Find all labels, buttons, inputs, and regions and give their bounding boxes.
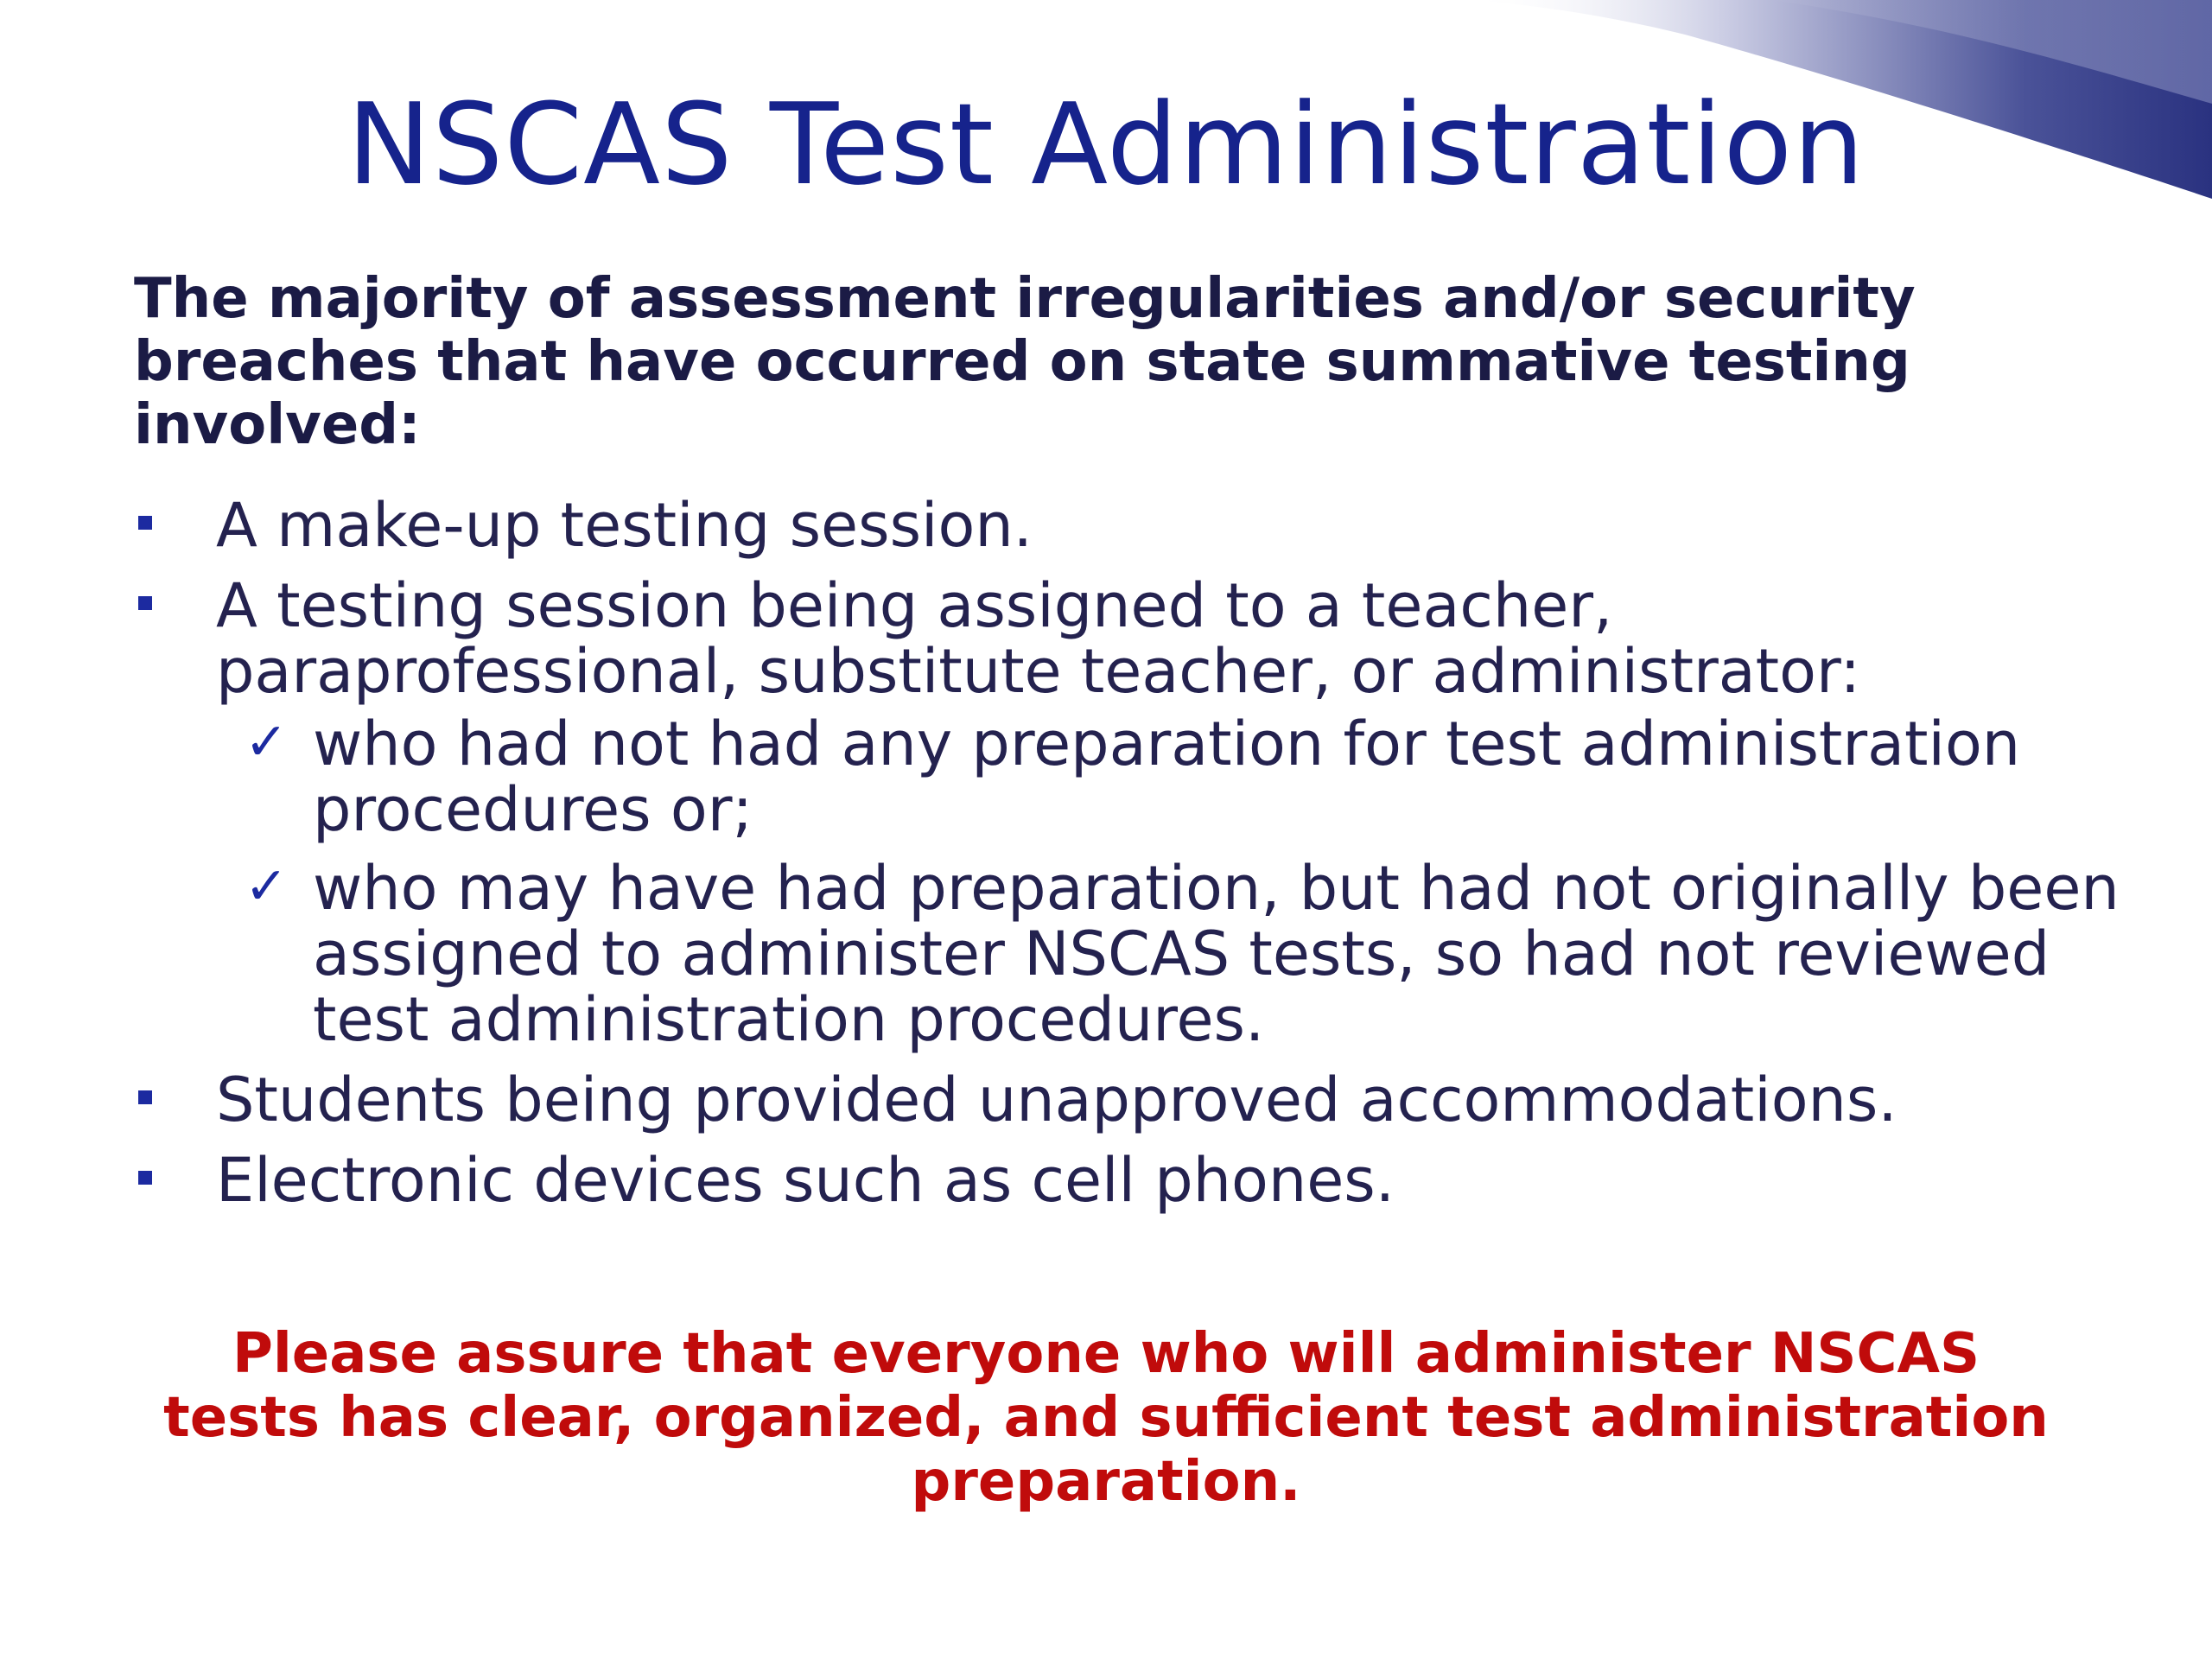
bullet-item (134, 1145, 2121, 1216)
checkmark-icon: ✓ (245, 712, 289, 772)
sub-bullet-item (216, 853, 2121, 1055)
sub-bullet-text: who had not had any preparation for test administration procedures or; (313, 709, 2021, 845)
bullet-item (134, 570, 2121, 1055)
call-to-action-note (0, 1322, 2212, 1514)
sub-bullet-text: who may have had preparation, but had not originally been assigned to administer NSCAS tests, so had not reviewed test administration procedures. (313, 853, 2120, 1055)
bullet-text: Students being provided unapproved accommodations. (216, 1065, 1897, 1135)
bullet-list (134, 490, 2121, 1228)
slide-title: NSCAS Test Administration (346, 79, 1866, 210)
sub-bullet-list (216, 709, 2121, 1055)
sub-bullet-item (216, 709, 2121, 845)
bullet-text: A make-up testing session. (216, 490, 1033, 561)
checkmark-icon: ✓ (245, 856, 289, 917)
note-line: tests has clear, organized, and sufficient test administration (163, 1386, 2049, 1450)
square-bullet-icon (138, 1090, 152, 1104)
intro-paragraph: The majority of assessment irregularities and/or security breaches that have occurred on state summative testing involved: (134, 267, 1916, 457)
square-bullet-icon (138, 1171, 152, 1185)
square-bullet-icon (138, 516, 152, 530)
bullet-item (134, 490, 2121, 561)
bullet-text: Electronic devices such as cell phones. (216, 1145, 1395, 1216)
bullet-item (134, 1067, 2121, 1133)
note-line: preparation. (911, 1450, 1301, 1514)
note-line: Please assure that everyone who will administer NSCAS (232, 1322, 1980, 1386)
square-bullet-icon (138, 596, 152, 610)
bullet-text: A testing session being assigned to a teacher, paraprofessional, substitute teacher, or administrator: (216, 570, 1861, 707)
